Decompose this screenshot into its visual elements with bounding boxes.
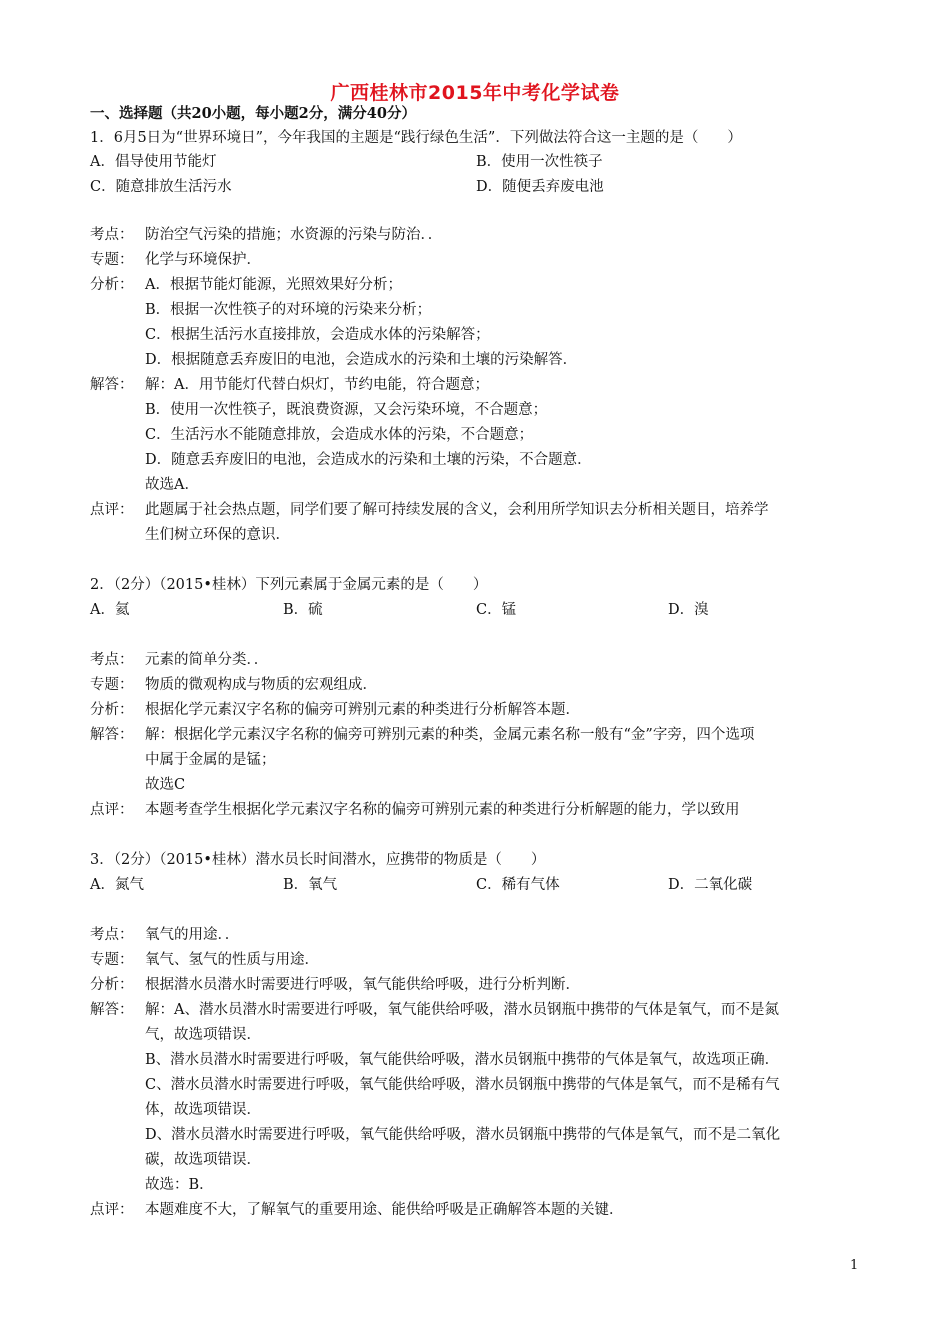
jieda-label: 解答： [90,377,134,393]
jieda-line: D、潜水员潜水时需要进行呼吸，氧气能供给呼吸，潜水员钢瓶中携带的气体是氧气，而不是二氧化 [145,1127,781,1143]
jieda-line: 解：A．用节能灯代替白炽灯，节约电能，符合题意； [145,377,489,393]
kaodian-label: 考点： [90,927,134,943]
jieda-line: B．使用一次性筷子，既浪费资源，又会污染环境，不合题意； [145,402,548,418]
dianping-line: 本题考查学生根据化学元素汉字名称的偏旁可辨别元素的种类进行分析解题的能力，学以致用 [145,802,740,818]
option-a: A．氮气 [90,877,144,893]
jieda-line: 故选C [145,777,186,793]
fenxi-label: 分析： [90,277,134,293]
zhuanti-text: 物质的微观构成与物质的宏观组成． [145,677,377,693]
zhuanti-text: 化学与环境保护． [145,252,261,268]
jieda-label: 解答： [90,1002,134,1018]
fenxi-label: 分析： [90,977,134,993]
kaodian-text: 防治空气污染的措施；水资源的污染与防治．． [145,227,443,243]
dianping-label: 点评： [90,502,134,518]
option-c: C．锰 [476,602,517,618]
option-c: C．稀有气体 [476,877,560,893]
question-stem: 1．6月5日为“世界环境日”，今年我国的主题是“践行绿色生活”．下列做法符合这一主题的是（ ） [90,130,742,146]
fenxi-line: B．根据一次性筷子的对环境的污染来分析； [145,302,432,318]
jieda-line: 解：A、潜水员潜水时需要进行呼吸，氧气能供给呼吸，潜水员钢瓶中携带的气体是氧气，而不是氮 [145,1002,779,1018]
option-b: B．氧气 [283,877,338,893]
jieda-line: 解：根据化学元素汉字名称的偏旁可辨别元素的种类，金属元素名称一般有“金”字旁，四个选项 [145,727,755,743]
zhuanti-text: 氧气、氢气的性质与用途． [145,952,319,968]
kaodian-text: 氧气的用途．． [145,927,240,943]
question-stem: 3．（2分）（2015•桂林）潜水员长时间潜水，应携带的物质是（ ） [90,852,546,868]
jieda-line: 故选：B． [145,1177,214,1193]
jieda-line: D．随意丢弃废旧的电池，会造成水的污染和土壤的污染，不合题意． [145,452,592,468]
fenxi-label: 分析： [90,702,134,718]
jieda-line: C．生活污水不能随意排放，会造成水体的污染，不合题意； [145,427,534,443]
dianping-line: 此题属于社会热点题，同学们要了解可持续发展的含义，会利用所学知识去分析相关题目，培养学 [145,502,769,518]
option-d: D．随便丢弃废电池 [476,179,604,195]
zhuanti-label: 专题： [90,252,134,268]
kaodian-label: 考点： [90,652,134,668]
jieda-label: 解答： [90,727,134,743]
option-b: B．硫 [283,602,323,618]
fenxi-line: D．根据随意丢弃废旧的电池，会造成水的污染和土壤的污染解答． [145,352,578,368]
document-title: 广西桂林市2015年中考化学试卷 [330,82,620,104]
option-d: D．溴 [668,602,709,618]
page-number: 1 [850,1258,859,1273]
dianping-line: 生们树立环保的意识． [145,527,290,543]
section-heading: 一、选择题（共20小题，每小题2分，满分40分） [90,105,416,122]
option-d: D．二氧化碳 [668,877,753,893]
jieda-line: 气，故选项错误． [145,1027,261,1043]
zhuanti-label: 专题： [90,677,134,693]
fenxi-line: 根据化学元素汉字名称的偏旁可辨别元素的种类进行分析解答本题． [145,702,580,718]
jieda-line: 体，故选项错误． [145,1102,261,1118]
jieda-line: 碳，故选项错误． [145,1152,261,1168]
fenxi-line: A．根据节能灯能源，光照效果好分析； [145,277,402,293]
dianping-label: 点评： [90,802,134,818]
jieda-line: B、潜水员潜水时需要进行呼吸，氧气能供给呼吸，潜水员钢瓶中携带的气体是氧气，故选项正确． [145,1052,780,1068]
jieda-line: 中属于金属的是锰； [145,752,276,768]
fenxi-line: 根据潜水员潜水时需要进行呼吸，氧气能供给呼吸，进行分析判断． [145,977,580,993]
kaodian-label: 考点： [90,227,134,243]
jieda-line: C、潜水员潜水时需要进行呼吸，氧气能供给呼吸，潜水员钢瓶中携带的气体是氧气，而不是稀有气 [145,1077,780,1093]
option-a: A．倡导使用节能灯 [90,154,217,170]
dianping-line: 本题难度不大，了解氧气的重要用途、能供给呼吸是正确解答本题的关键． [145,1202,624,1218]
zhuanti-label: 专题： [90,952,134,968]
option-c: C．随意排放生活污水 [90,179,232,195]
dianping-label: 点评： [90,1202,134,1218]
fenxi-line: C．根据生活污水直接排放，会造成水体的污染解答； [145,327,490,343]
kaodian-text: 元素的简单分类．． [145,652,269,668]
option-b: B．使用一次性筷子 [476,154,603,170]
jieda-line: 故选A． [145,477,199,493]
question-stem: 2．（2分）（2015•桂林）下列元素属于金属元素的是（ ） [90,577,488,593]
option-a: A．氦 [90,602,130,618]
